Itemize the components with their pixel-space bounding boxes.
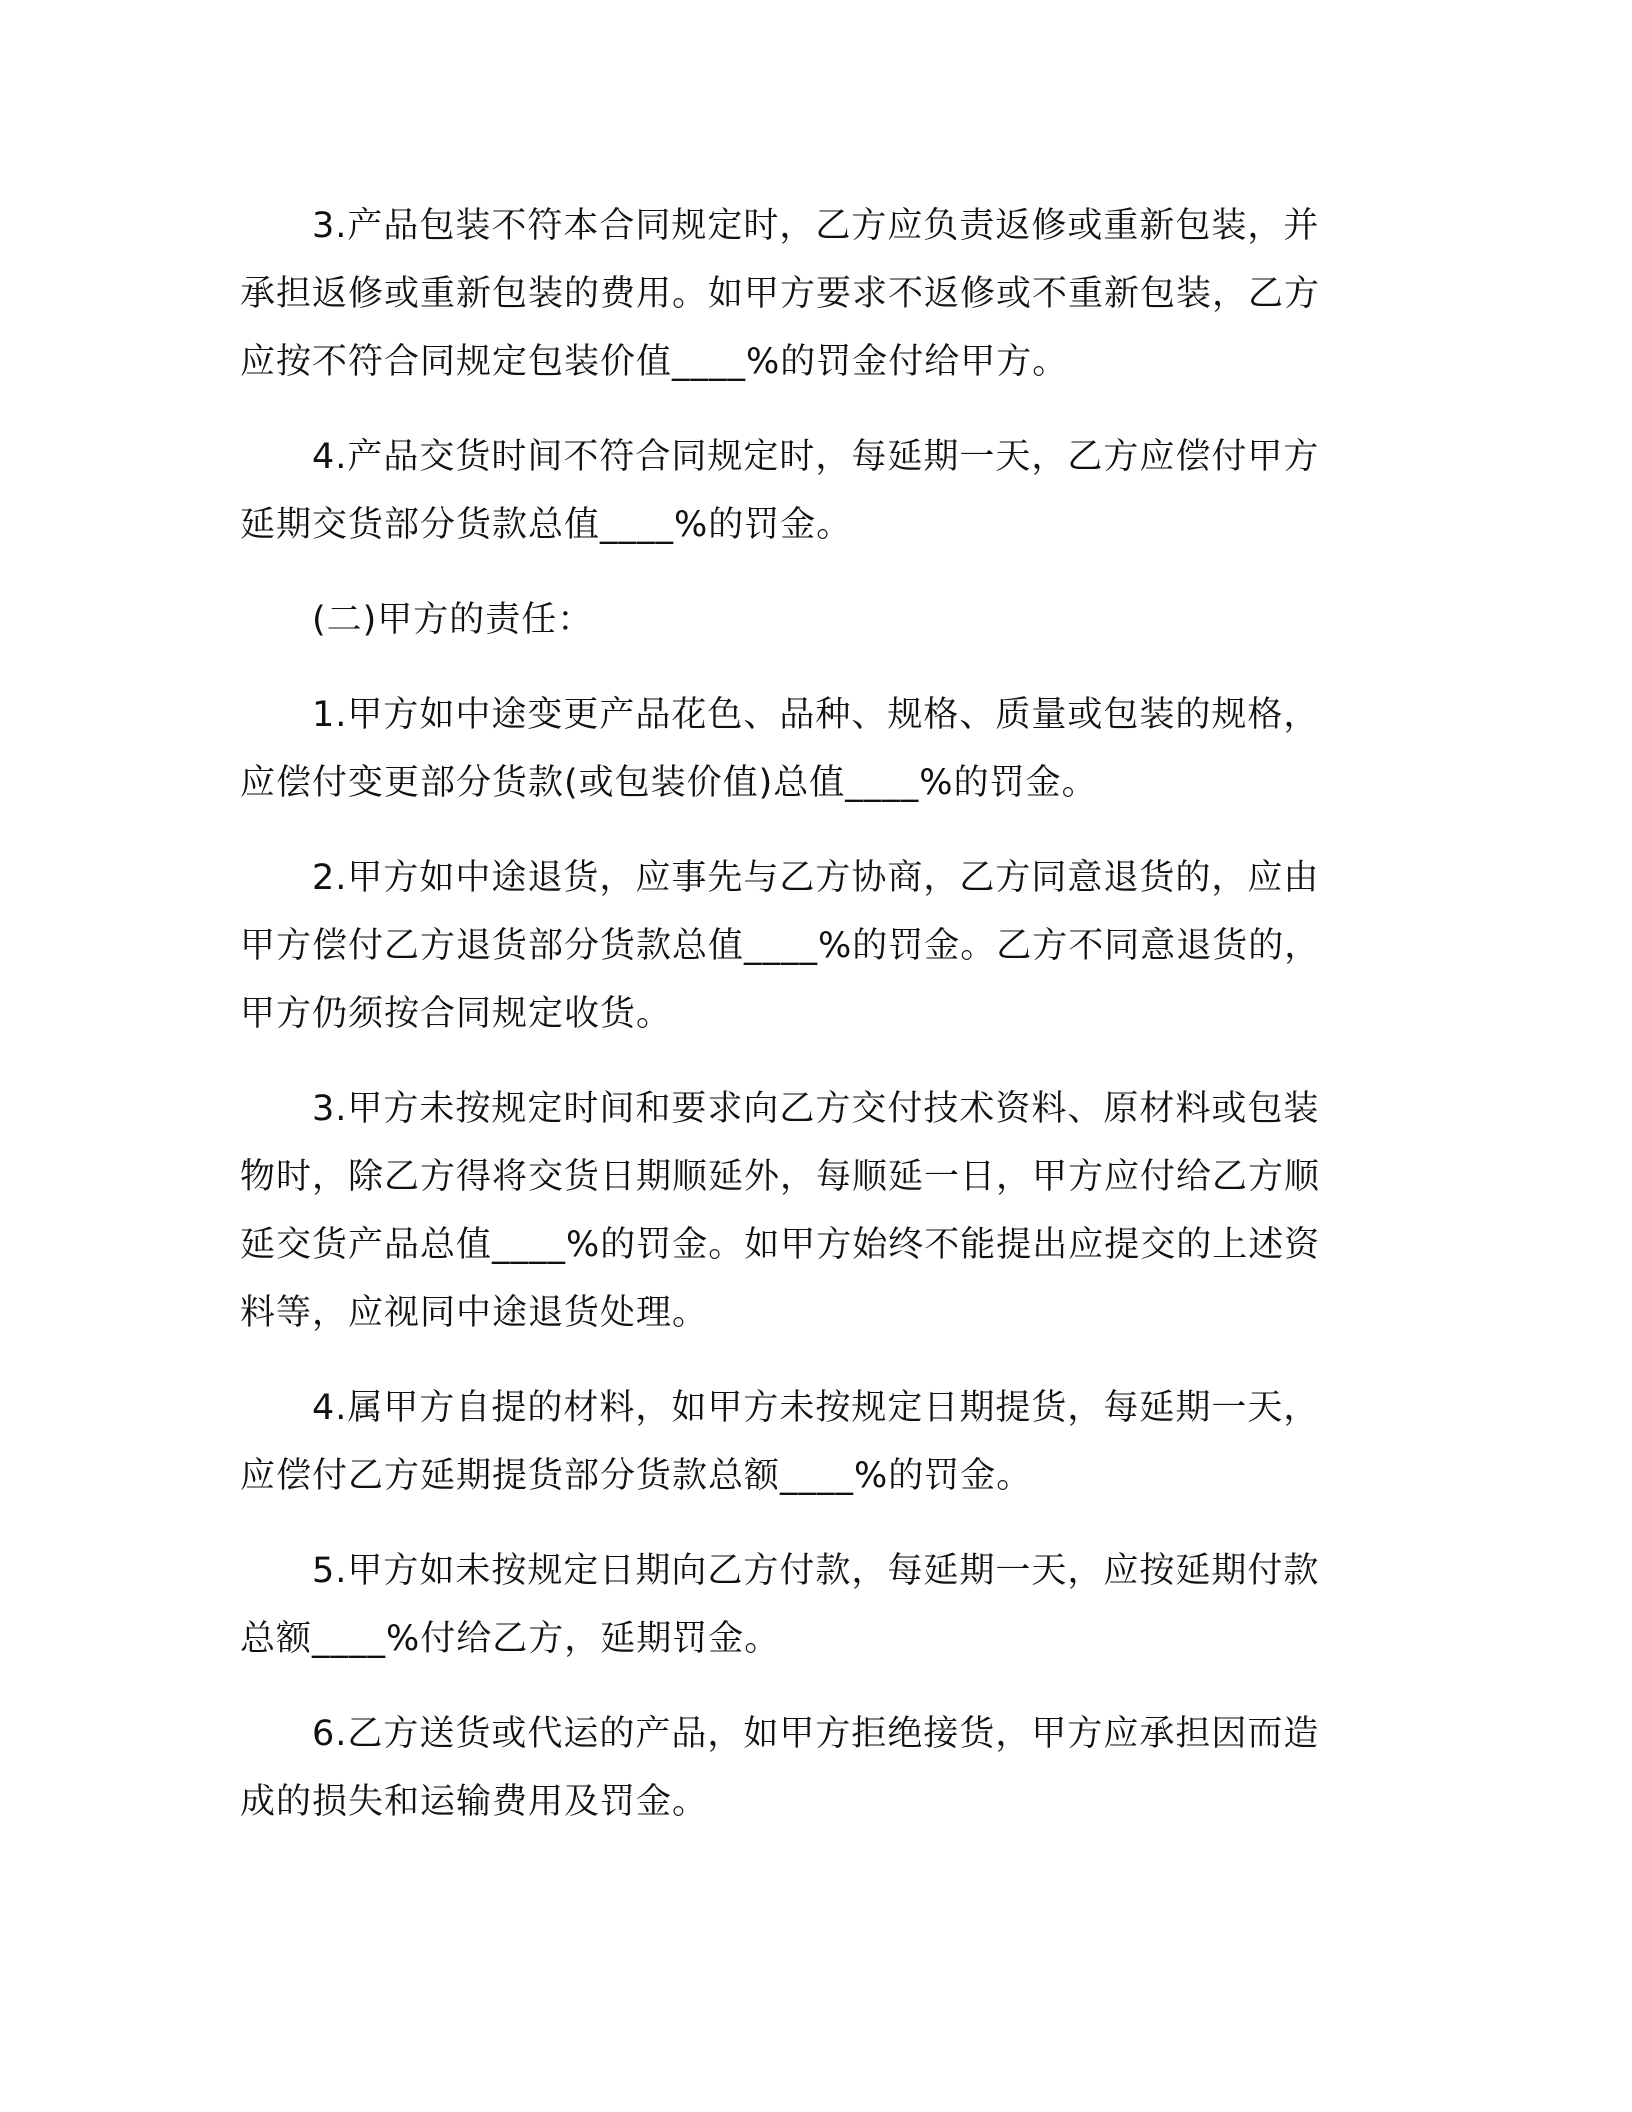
text-line: 延期交货部分货款总值____%的罚金。 <box>240 505 853 545</box>
text-line: 4.属甲方自提的材料，如甲方未按规定日期提货，每延期一天， <box>312 1388 1320 1428</box>
text-line: 3.甲方未按规定时间和要求向乙方交付技术资料、原材料或包装 <box>312 1089 1320 1129</box>
text-line: 应偿付乙方延期提货部分货款总额____%的罚金。 <box>240 1456 1033 1496</box>
paragraph-buyer-pickup <box>240 1374 1360 1510</box>
text-line: 物时，除乙方得将交货日期顺延外，每顺延一日，甲方应付给乙方顺 <box>240 1157 1321 1197</box>
paragraph-seller-packaging <box>240 192 1360 396</box>
text-line: 延交货产品总值____%的罚金。如甲方始终不能提出应提交的上述资 <box>240 1225 1321 1265</box>
section-heading: (二)甲方的责任： <box>312 600 594 640</box>
text-line: 应偿付变更部分货款(或包装价值)总值____%的罚金。 <box>240 763 1098 803</box>
document-page <box>240 192 1360 1836</box>
text-line: 总额____%付给乙方，延期罚金。 <box>240 1619 781 1659</box>
section-heading-buyer-responsibility <box>240 586 1360 654</box>
text-line: 甲方偿付乙方退货部分货款总值____%的罚金。乙方不同意退货的， <box>240 926 1321 966</box>
text-line: 甲方仍须按合同规定收货。 <box>240 994 673 1034</box>
text-line: 4.产品交货时间不符合同规定时，每延期一天，乙方应偿付甲方 <box>312 437 1320 477</box>
text-line: 2.甲方如中途退货，应事先与乙方协商，乙方同意退货的，应由 <box>312 858 1320 898</box>
paragraph-buyer-change <box>240 681 1360 817</box>
paragraph-buyer-payment <box>240 1537 1360 1673</box>
paragraph-buyer-materials <box>240 1075 1360 1347</box>
paragraph-seller-delivery-time <box>240 423 1360 559</box>
text-line: 3.产品包装不符本合同规定时，乙方应负责返修或重新包装，并 <box>312 206 1320 246</box>
paragraph-buyer-return <box>240 844 1360 1048</box>
text-line: 应按不符合同规定包装价值____%的罚金付给甲方。 <box>240 342 1069 382</box>
text-line: 料等，应视同中途退货处理。 <box>240 1293 709 1333</box>
text-line: 6.乙方送货或代运的产品，如甲方拒绝接货，甲方应承担因而造 <box>312 1714 1320 1754</box>
text-line: 成的损失和运输费用及罚金。 <box>240 1782 709 1822</box>
text-line: 承担返修或重新包装的费用。如甲方要求不返修或不重新包装，乙方 <box>240 274 1321 314</box>
text-line: 1.甲方如中途变更产品花色、品种、规格、质量或包装的规格， <box>312 695 1320 735</box>
text-line: 5.甲方如未按规定日期向乙方付款，每延期一天，应按延期付款 <box>312 1551 1320 1591</box>
paragraph-buyer-refuse-delivery <box>240 1700 1360 1836</box>
